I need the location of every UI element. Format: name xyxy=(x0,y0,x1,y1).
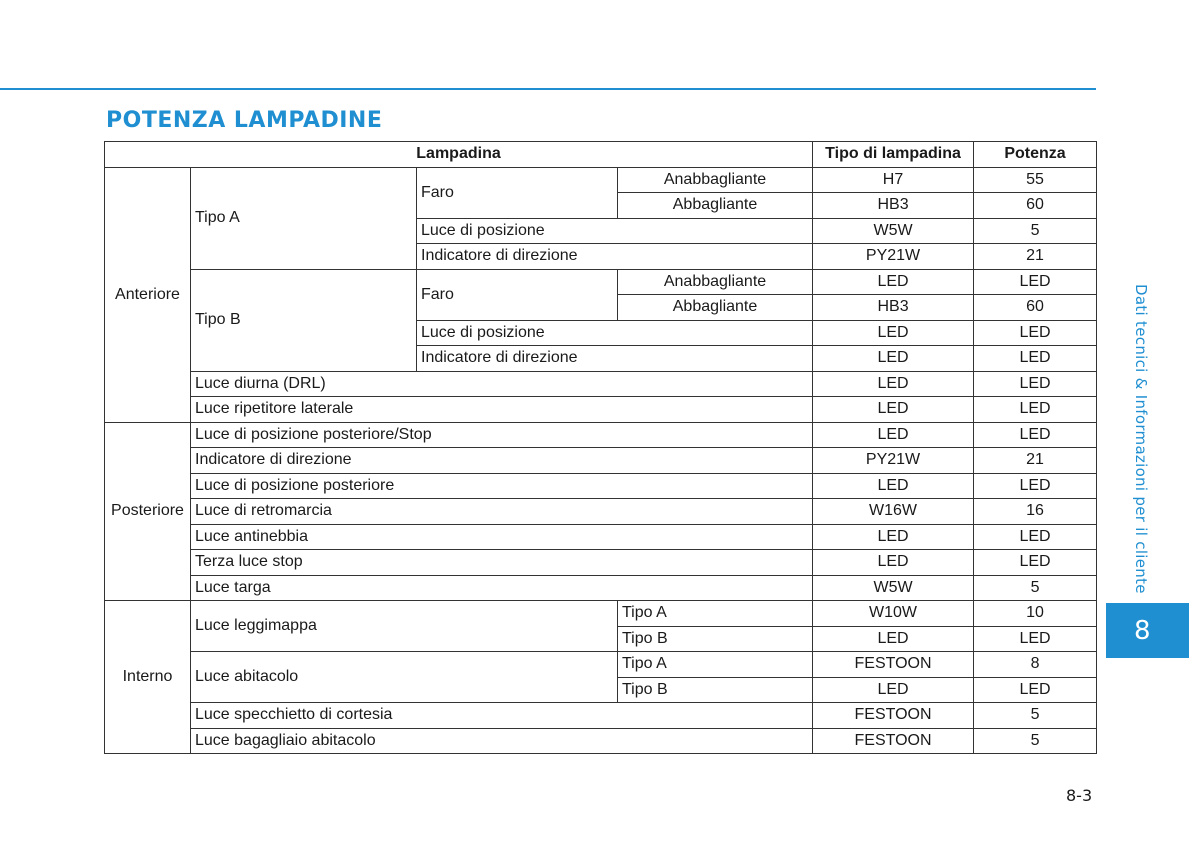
cell: LED xyxy=(813,397,974,423)
cell: Luce di posizione xyxy=(417,218,813,244)
cell: LED xyxy=(974,320,1097,346)
cell: Indicatore di direzione xyxy=(191,448,813,474)
cell: LED xyxy=(813,346,974,372)
bulb-power-table xyxy=(104,141,1097,754)
header-type: Tipo di lampadina xyxy=(813,142,974,168)
cell: Indicatore di direzione xyxy=(417,346,813,372)
cell: Luce di posizione posteriore xyxy=(191,473,813,499)
cell: LED xyxy=(813,524,974,550)
cell: W5W xyxy=(813,575,974,601)
front-tipo-a: Tipo A xyxy=(191,167,417,269)
cell: LED xyxy=(974,473,1097,499)
group-rear: Posteriore xyxy=(105,422,191,601)
cell: LED xyxy=(813,269,974,295)
cell: LED xyxy=(974,269,1097,295)
header-bulb: Lampadina xyxy=(105,142,813,168)
table-row xyxy=(105,601,1097,627)
cell: PY21W xyxy=(813,448,974,474)
cell: 60 xyxy=(974,193,1097,219)
cell: FESTOON xyxy=(813,652,974,678)
table-row xyxy=(105,371,1097,397)
page-title: POTENZA LAMPADINE xyxy=(106,108,383,133)
table-row xyxy=(105,575,1097,601)
table-row xyxy=(105,703,1097,729)
cell: Anabbagliante xyxy=(618,269,813,295)
cell: HB3 xyxy=(813,193,974,219)
cell: Luce di retromarcia xyxy=(191,499,813,525)
cell: Luce bagagliaio abitacolo xyxy=(191,728,813,754)
front-b-faro: Faro xyxy=(417,269,618,320)
cell: Luce ripetitore laterale xyxy=(191,397,813,423)
cell: LED xyxy=(974,397,1097,423)
cell: 10 xyxy=(974,601,1097,627)
cell: FESTOON xyxy=(813,728,974,754)
cell: 21 xyxy=(974,244,1097,270)
cell: Tipo A xyxy=(618,652,813,678)
cell: 5 xyxy=(974,575,1097,601)
front-tipo-b: Tipo B xyxy=(191,269,417,371)
cell: LED xyxy=(813,677,974,703)
cell: PY21W xyxy=(813,244,974,270)
cell: LED xyxy=(813,371,974,397)
cell: 8 xyxy=(974,652,1097,678)
cell: 21 xyxy=(974,448,1097,474)
cell: LED xyxy=(974,677,1097,703)
page-number: 8-3 xyxy=(1066,786,1093,805)
cell: Anabbagliante xyxy=(618,167,813,193)
table-row xyxy=(105,397,1097,423)
cell: LED xyxy=(974,524,1097,550)
front-a-faro: Faro xyxy=(417,167,618,218)
cell: Luce di posizione xyxy=(417,320,813,346)
cell: LED xyxy=(974,371,1097,397)
cell: FESTOON xyxy=(813,703,974,729)
cell: 60 xyxy=(974,295,1097,321)
table-row xyxy=(105,422,1097,448)
cell: 5 xyxy=(974,728,1097,754)
chapter-tab: 8 xyxy=(1106,603,1189,658)
cell: LED xyxy=(974,626,1097,652)
cell: Tipo A xyxy=(618,601,813,627)
cell: Abbagliante xyxy=(618,193,813,219)
cell: LED xyxy=(974,422,1097,448)
cell: 5 xyxy=(974,703,1097,729)
table-row xyxy=(105,550,1097,576)
cell: H7 xyxy=(813,167,974,193)
chapter-side-title: Dati tecnici & Informazioni per il cliente xyxy=(1132,284,1150,594)
table-row xyxy=(105,167,1097,193)
cell: LED xyxy=(974,550,1097,576)
table-row xyxy=(105,448,1097,474)
table-row xyxy=(105,524,1097,550)
cell: LED xyxy=(813,320,974,346)
group-interior: Interno xyxy=(105,601,191,754)
table-row xyxy=(105,728,1097,754)
top-rule xyxy=(0,88,1096,90)
cell: LED xyxy=(813,473,974,499)
table-header-row xyxy=(105,142,1097,168)
cell: Tipo B xyxy=(618,626,813,652)
cell: LED xyxy=(974,346,1097,372)
cell: 16 xyxy=(974,499,1097,525)
cell: LED xyxy=(813,422,974,448)
cell: Luce diurna (DRL) xyxy=(191,371,813,397)
cell: W5W xyxy=(813,218,974,244)
cell: Luce di posizione posteriore/Stop xyxy=(191,422,813,448)
cell: 5 xyxy=(974,218,1097,244)
cell: Luce antinebbia xyxy=(191,524,813,550)
cell: Luce leggimappa xyxy=(191,601,618,652)
cell: Tipo B xyxy=(618,677,813,703)
cell: 55 xyxy=(974,167,1097,193)
cell: W16W xyxy=(813,499,974,525)
cell: Luce specchietto di cortesia xyxy=(191,703,813,729)
cell: HB3 xyxy=(813,295,974,321)
cell: Terza luce stop xyxy=(191,550,813,576)
header-power: Potenza xyxy=(974,142,1097,168)
table-row xyxy=(105,499,1097,525)
cell: W10W xyxy=(813,601,974,627)
table-row xyxy=(105,269,1097,295)
cell: Indicatore di direzione xyxy=(417,244,813,270)
group-front: Anteriore xyxy=(105,167,191,422)
table-row xyxy=(105,473,1097,499)
cell: Abbagliante xyxy=(618,295,813,321)
table-row xyxy=(105,652,1097,678)
cell: Luce targa xyxy=(191,575,813,601)
cell: LED xyxy=(813,550,974,576)
cell: Luce abitacolo xyxy=(191,652,618,703)
cell: LED xyxy=(813,626,974,652)
